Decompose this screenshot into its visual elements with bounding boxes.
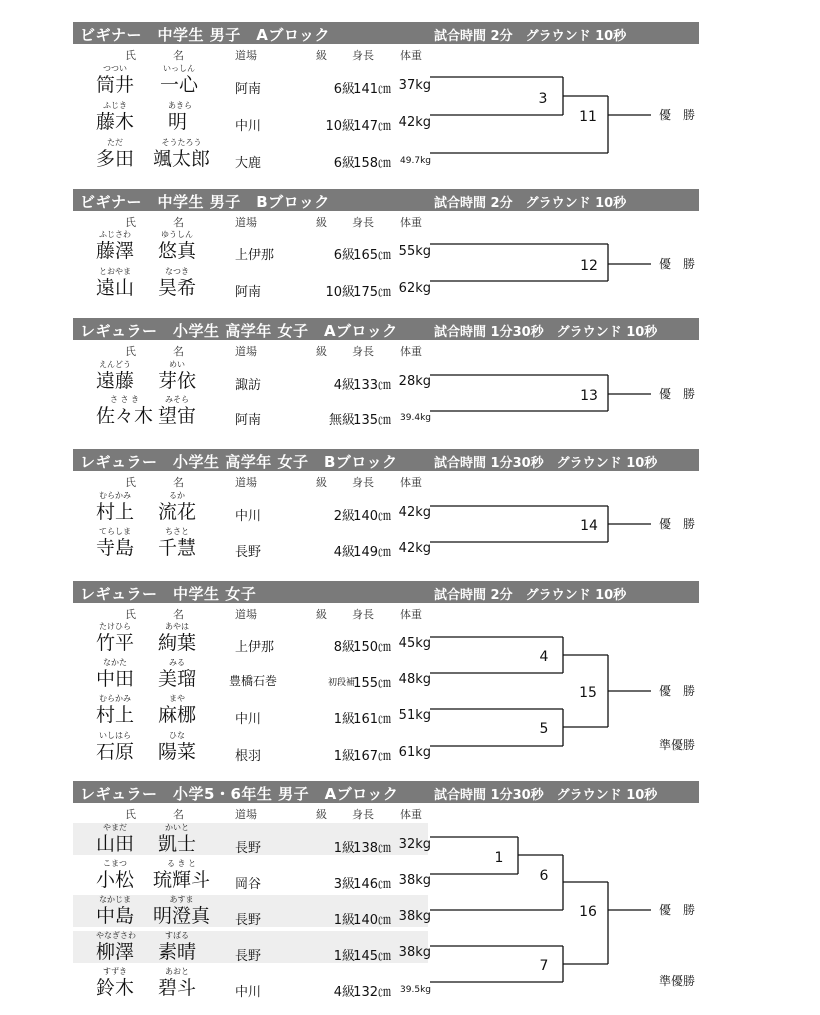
- col-name-sei: 氏: [125, 345, 136, 358]
- col-name-mei: 名: [173, 808, 184, 821]
- weight: 38kg: [398, 873, 431, 888]
- family-name: さ さ き 佐々木: [96, 395, 154, 427]
- family-name: なかた 中田: [96, 658, 135, 690]
- weight: 42kg: [398, 541, 431, 556]
- height: 167㎝: [353, 749, 391, 764]
- dojo: 中川: [235, 119, 262, 134]
- col-height: 身長: [352, 345, 374, 358]
- dojo: 中川: [235, 509, 262, 524]
- family-name: なかじま 中島: [96, 895, 135, 927]
- family-name: こまつ 小松: [96, 859, 135, 891]
- weight: 42kg: [398, 115, 431, 130]
- weight: 48kg: [398, 672, 431, 687]
- col-kyu: 級: [316, 49, 327, 62]
- block-rule: 試合時間 2分 グラウンド 10秒: [434, 588, 627, 603]
- match-number: 3: [538, 91, 548, 107]
- height: 146㎝: [353, 877, 391, 892]
- height: 132㎝: [353, 985, 391, 1000]
- match-number: 13: [580, 388, 598, 404]
- match-number: 5: [539, 721, 549, 737]
- col-weight: 体重: [400, 345, 422, 358]
- weight: 45kg: [398, 636, 431, 651]
- bracket-block-0: [73, 22, 699, 182]
- given-name: まや 麻梛: [158, 694, 197, 726]
- bracket-block-5: [73, 781, 699, 1006]
- weight: 32kg: [398, 837, 431, 852]
- given-name: あきら 明: [168, 101, 192, 133]
- weight: 38kg: [398, 909, 431, 924]
- height: 149㎝: [353, 545, 391, 560]
- result-label: 優 勝: [659, 684, 696, 698]
- dojo: 長野: [235, 949, 262, 964]
- bracket-block-1: [73, 189, 699, 309]
- kyu: 3級: [333, 877, 355, 892]
- family-name: いしはら 石原: [96, 731, 135, 763]
- family-name: やなぎさわ 柳澤: [96, 931, 136, 963]
- given-name: ゆうしん 悠真: [158, 230, 197, 262]
- bracket-lines: [73, 781, 699, 1006]
- dojo: 長野: [235, 913, 262, 928]
- block-rule: 試合時間 1分30秒 グラウンド 10秒: [434, 456, 658, 471]
- col-name-sei: 氏: [125, 476, 136, 489]
- family-name: てらしま 寺島: [96, 527, 135, 559]
- given-name: ひな 陽菜: [158, 731, 197, 763]
- result-label: 優 勝: [659, 108, 696, 122]
- col-kyu: 級: [316, 476, 327, 489]
- kyu: 1級: [333, 712, 355, 727]
- given-name: いっしん 一心: [160, 64, 199, 96]
- dojo: 根羽: [235, 749, 262, 764]
- col-kyu: 級: [316, 608, 327, 621]
- bracket-lines: [73, 189, 699, 309]
- family-name: すずき 鈴木: [96, 967, 135, 999]
- weight: 51kg: [398, 708, 431, 723]
- given-name: すばる 素晴: [158, 931, 197, 963]
- height: 138㎝: [353, 841, 391, 856]
- dojo: 豊橋石巻: [229, 674, 278, 688]
- col-dojo: 道場: [235, 608, 257, 621]
- bracket-lines: [73, 581, 699, 771]
- col-name-mei: 名: [173, 345, 184, 358]
- bracket-block-3: [73, 449, 699, 569]
- kyu: 4級: [333, 378, 355, 393]
- col-name-sei: 氏: [125, 608, 136, 621]
- kyu: 6級: [333, 248, 355, 263]
- block-title: ビギナー 中学生 男子 Aブロック: [80, 26, 331, 44]
- result-label: 準優勝: [659, 974, 696, 988]
- dojo: 上伊那: [235, 248, 275, 263]
- match-number: 6: [539, 868, 549, 884]
- result-label: 優 勝: [659, 387, 696, 401]
- family-name: むらかみ 村上: [96, 491, 135, 523]
- col-name-mei: 名: [173, 476, 184, 489]
- weight: 37kg: [398, 78, 431, 93]
- given-name: みる 美瑠: [158, 658, 197, 690]
- given-name: そうたろう 颯太郎: [153, 138, 211, 170]
- height: 175㎝: [353, 285, 391, 300]
- given-name: あおと 碧斗: [158, 967, 197, 999]
- height: 135㎝: [353, 413, 391, 428]
- weight: 61kg: [398, 745, 431, 760]
- weight: 28kg: [398, 374, 431, 389]
- dojo: 上伊那: [235, 640, 275, 655]
- given-name: ちさと 千慧: [158, 527, 197, 559]
- bracket-block-4: [73, 581, 699, 771]
- dojo: 中川: [235, 712, 262, 727]
- col-kyu: 級: [316, 808, 327, 821]
- weight: 62kg: [398, 281, 431, 296]
- result-label: 優 勝: [659, 517, 696, 531]
- weight: 49.7kg: [400, 156, 431, 166]
- kyu: 2級: [333, 509, 355, 524]
- col-name-sei: 氏: [125, 49, 136, 62]
- kyu: 1級: [333, 841, 355, 856]
- weight: 39.5kg: [400, 985, 431, 995]
- family-name: つつい 筒井: [96, 64, 135, 96]
- col-height: 身長: [352, 808, 374, 821]
- match-number: 14: [580, 518, 598, 534]
- family-name: ただ 多田: [96, 138, 135, 170]
- bracket-lines: [73, 318, 699, 438]
- block-title: レギュラー 小学生 高学年 女子 Aブロック: [80, 322, 398, 340]
- match-number: 16: [579, 904, 597, 920]
- height: 133㎝: [353, 378, 391, 393]
- dojo: 岡谷: [235, 877, 262, 892]
- col-kyu: 級: [316, 216, 327, 229]
- col-dojo: 道場: [235, 345, 257, 358]
- col-weight: 体重: [400, 216, 422, 229]
- height: 158㎝: [353, 156, 391, 171]
- match-number: 1: [494, 850, 504, 866]
- col-weight: 体重: [400, 476, 422, 489]
- kyu: 初段補: [327, 678, 355, 688]
- family-name: とおやま 遠山: [96, 267, 135, 299]
- bracket-lines: [73, 449, 699, 569]
- match-number: 4: [539, 649, 549, 665]
- dojo: 中川: [235, 985, 262, 1000]
- block-rule: 試合時間 1分30秒 グラウンド 10秒: [434, 325, 658, 340]
- dojo: 長野: [235, 841, 262, 856]
- kyu: 6級: [333, 156, 355, 171]
- given-name: なつき 昊希: [158, 267, 197, 299]
- result-label: 準優勝: [659, 738, 696, 752]
- bracket-block-2: [73, 318, 699, 438]
- family-name: むらかみ 村上: [96, 694, 135, 726]
- col-weight: 体重: [400, 608, 422, 621]
- family-name: たけひら 竹平: [96, 622, 135, 654]
- dojo: 大鹿: [235, 156, 262, 171]
- height: 165㎝: [353, 248, 391, 263]
- kyu: 10級: [325, 119, 355, 134]
- dojo: 阿南: [235, 285, 262, 300]
- dojo: 諏訪: [235, 378, 262, 393]
- height: 155㎝: [353, 676, 391, 691]
- kyu: 10級: [325, 285, 355, 300]
- kyu: 8級: [333, 640, 355, 655]
- kyu: 4級: [333, 545, 355, 560]
- block-rule: 試合時間 2分 グラウンド 10秒: [434, 196, 627, 211]
- result-label: 優 勝: [659, 903, 696, 917]
- kyu: 6級: [333, 82, 355, 97]
- kyu: 1級: [333, 913, 355, 928]
- given-name: る き と 琉輝斗: [153, 859, 211, 891]
- height: 150㎝: [353, 640, 391, 655]
- kyu: 1級: [333, 749, 355, 764]
- weight: 39.4kg: [400, 413, 431, 423]
- col-weight: 体重: [400, 808, 422, 821]
- block-rule: 試合時間 2分 グラウンド 10秒: [434, 29, 627, 44]
- given-name: みそら 望宙: [158, 395, 197, 427]
- given-name: あやは 絢葉: [158, 622, 197, 654]
- dojo: 阿南: [235, 82, 262, 97]
- family-name: えんどう 遠藤: [96, 360, 135, 392]
- bracket-lines: [73, 22, 699, 182]
- match-number: 15: [579, 685, 597, 701]
- col-dojo: 道場: [235, 216, 257, 229]
- kyu: 1級: [333, 949, 355, 964]
- block-title: レギュラー 中学生 女子: [80, 585, 257, 603]
- height: 141㎝: [353, 82, 391, 97]
- height: 145㎝: [353, 949, 391, 964]
- height: 147㎝: [353, 119, 391, 134]
- given-name: あすま 明澄真: [153, 895, 211, 927]
- height: 140㎝: [353, 509, 391, 524]
- col-name-sei: 氏: [125, 216, 136, 229]
- family-name: ふじさわ 藤澤: [96, 230, 135, 262]
- col-dojo: 道場: [235, 49, 257, 62]
- height: 161㎝: [353, 712, 391, 727]
- height: 140㎝: [353, 913, 391, 928]
- col-dojo: 道場: [235, 476, 257, 489]
- col-name-sei: 氏: [125, 808, 136, 821]
- result-label: 優 勝: [659, 257, 696, 271]
- weight: 42kg: [398, 505, 431, 520]
- block-title: レギュラー 小学5・6年生 男子 Aブロック: [80, 785, 399, 803]
- block-rule: 試合時間 1分30秒 グラウンド 10秒: [434, 788, 658, 803]
- col-dojo: 道場: [235, 808, 257, 821]
- weight: 38kg: [398, 945, 431, 960]
- dojo: 阿南: [235, 413, 262, 428]
- family-name: やまだ 山田: [96, 823, 135, 855]
- block-title: レギュラー 小学生 高学年 女子 Bブロック: [80, 453, 398, 471]
- kyu: 無級: [328, 413, 355, 428]
- match-number: 11: [579, 109, 597, 125]
- col-height: 身長: [352, 608, 374, 621]
- col-name-mei: 名: [173, 216, 184, 229]
- col-kyu: 級: [316, 345, 327, 358]
- given-name: めい 芽依: [158, 360, 197, 392]
- col-height: 身長: [352, 216, 374, 229]
- weight: 55kg: [398, 244, 431, 259]
- col-name-mei: 名: [173, 608, 184, 621]
- match-number: 12: [580, 258, 598, 274]
- given-name: るか 流花: [158, 491, 197, 523]
- given-name: かいと 凱士: [158, 823, 197, 855]
- col-weight: 体重: [400, 49, 422, 62]
- family-name: ふじき 藤木: [96, 101, 135, 133]
- col-height: 身長: [352, 49, 374, 62]
- col-name-mei: 名: [173, 49, 184, 62]
- match-number: 7: [539, 958, 549, 974]
- block-title: ビギナー 中学生 男子 Bブロック: [80, 193, 330, 211]
- kyu: 4級: [333, 985, 355, 1000]
- col-height: 身長: [352, 476, 374, 489]
- dojo: 長野: [235, 545, 262, 560]
